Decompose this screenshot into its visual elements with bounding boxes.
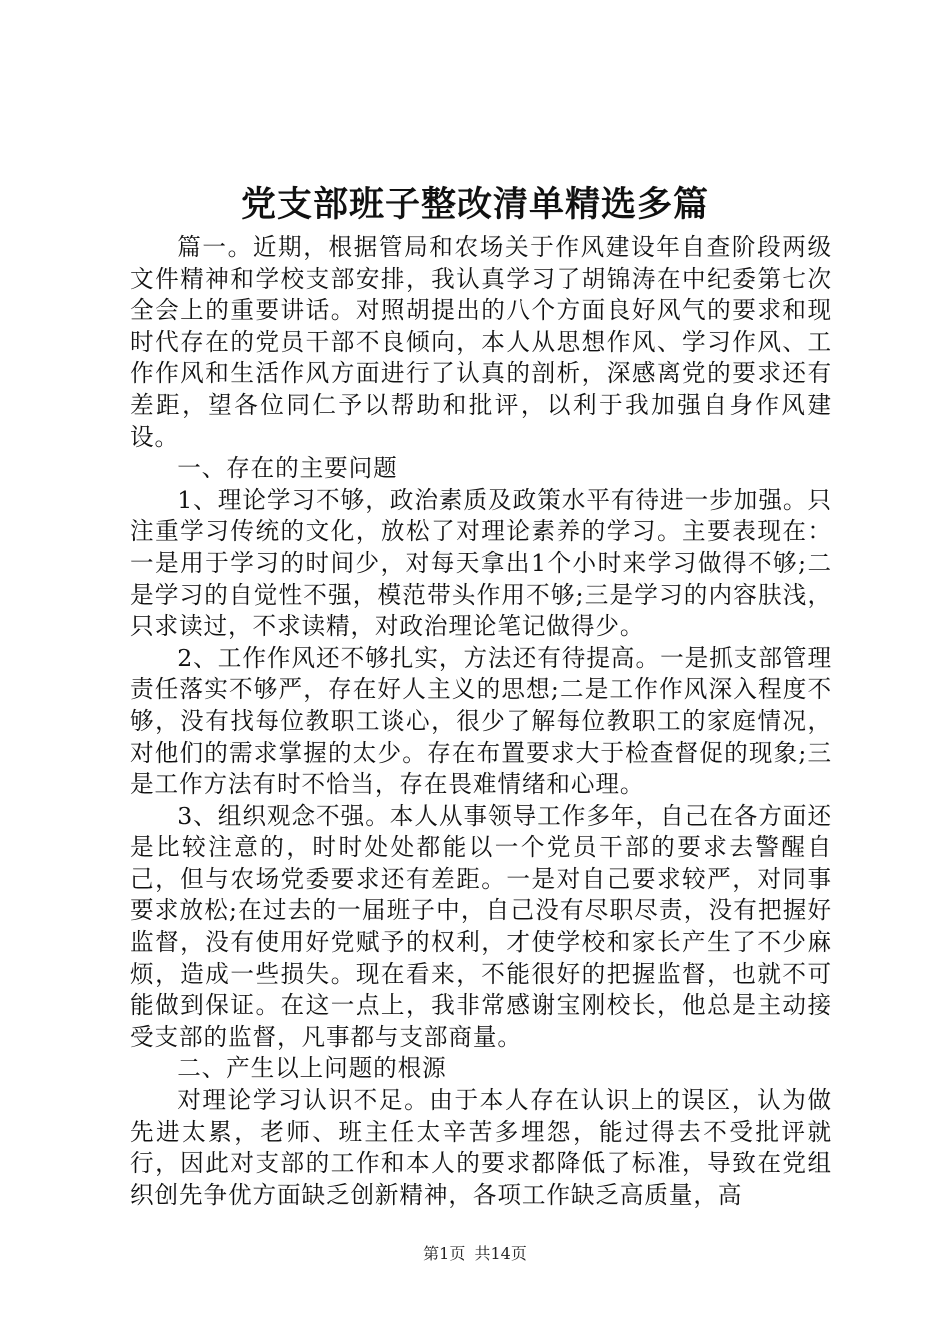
paragraph-problem-2: 2、工作作风还不够扎实，方法还有待提高。一是抓支部管理责任落实不够严，存在好人主义的思想;二是工作作风深入程度不够，没有找每位教职工谈心，很少了解每位教职工的家庭情况，对他们的需求掌握的太少。存在布置要求大于检查督促的现象;三是工作方法有时不恰当，存在畏难情绪和心理。 — [130, 643, 832, 799]
paragraph-roots: 对理论学习认识不足。由于本人存在认识上的误区，认为做先进太累，老师、班主任太辛苦多埋怨，能过得去不受批评就行，因此对支部的工作和本人的要求都降低了标准，导致在党组织创先争优方面缺乏创新精神，各项工作缺乏高质量，高 — [130, 1086, 832, 1209]
page-total: 共14页 — [474, 1244, 527, 1263]
section-heading-problems: 一、存在的主要问题 — [177, 454, 398, 483]
section-heading-roots: 二、产生以上问题的根源 — [177, 1054, 447, 1083]
page-number: 第1页 — [423, 1244, 466, 1263]
paragraph-problem-3: 3、组织观念不强。本人从事领导工作多年，自己在各方面还是比较注意的，时时处处都能以一个党员干部的要求去警醒自己，但与农场党委要求还有差距。一是对自己要求较严，对同事要求放松;在过去的一届班子中，自己没有尽职尽责，没有把握好监督，没有使用好党赋予的权利，才使学校和家长产生了不少麻烦，造成一些损失。现在看来，不能很好的把握监督，也就不可能做到保证。在这一点上，我非常感谢宝刚校长，他总是主动接受支部的监督，凡事都与支部商量。 — [130, 801, 832, 1051]
document-body — [130, 232, 832, 1211]
page-footer — [0, 1243, 950, 1265]
document-title: 党支部班子整改清单精选多篇 — [240, 184, 709, 225]
paragraph-problem-1: 1、理论学习不够，政治素质及政策水平有待进一步加强。只注重学习传统的文化，放松了对理论素养的学习。主要表现在：一是用于学习的时间少，对每天拿出1个小时来学习做得不够;二是学习的自觉性不强，模范带头作用不够;三是学习的内容肤浅，只求读过，不求读精，对政治理论笔记做得少。 — [130, 485, 832, 641]
paragraph-intro: 篇一。近期，根据管局和农场关于作风建设年自查阶段两级文件精神和学校支部安排，我认真学习了胡锦涛在中纪委第七次全会上的重要讲话。对照胡提出的八个方面良好风气的要求和现时代存在的党员干部不良倾向，本人从思想作风、学习作风、工作作风和生活作风方面进行了认真的剖析，深感离党的要求还有差距，望各位同仁予以帮助和批评，以利于我加强自身作风建设。 — [130, 233, 832, 451]
